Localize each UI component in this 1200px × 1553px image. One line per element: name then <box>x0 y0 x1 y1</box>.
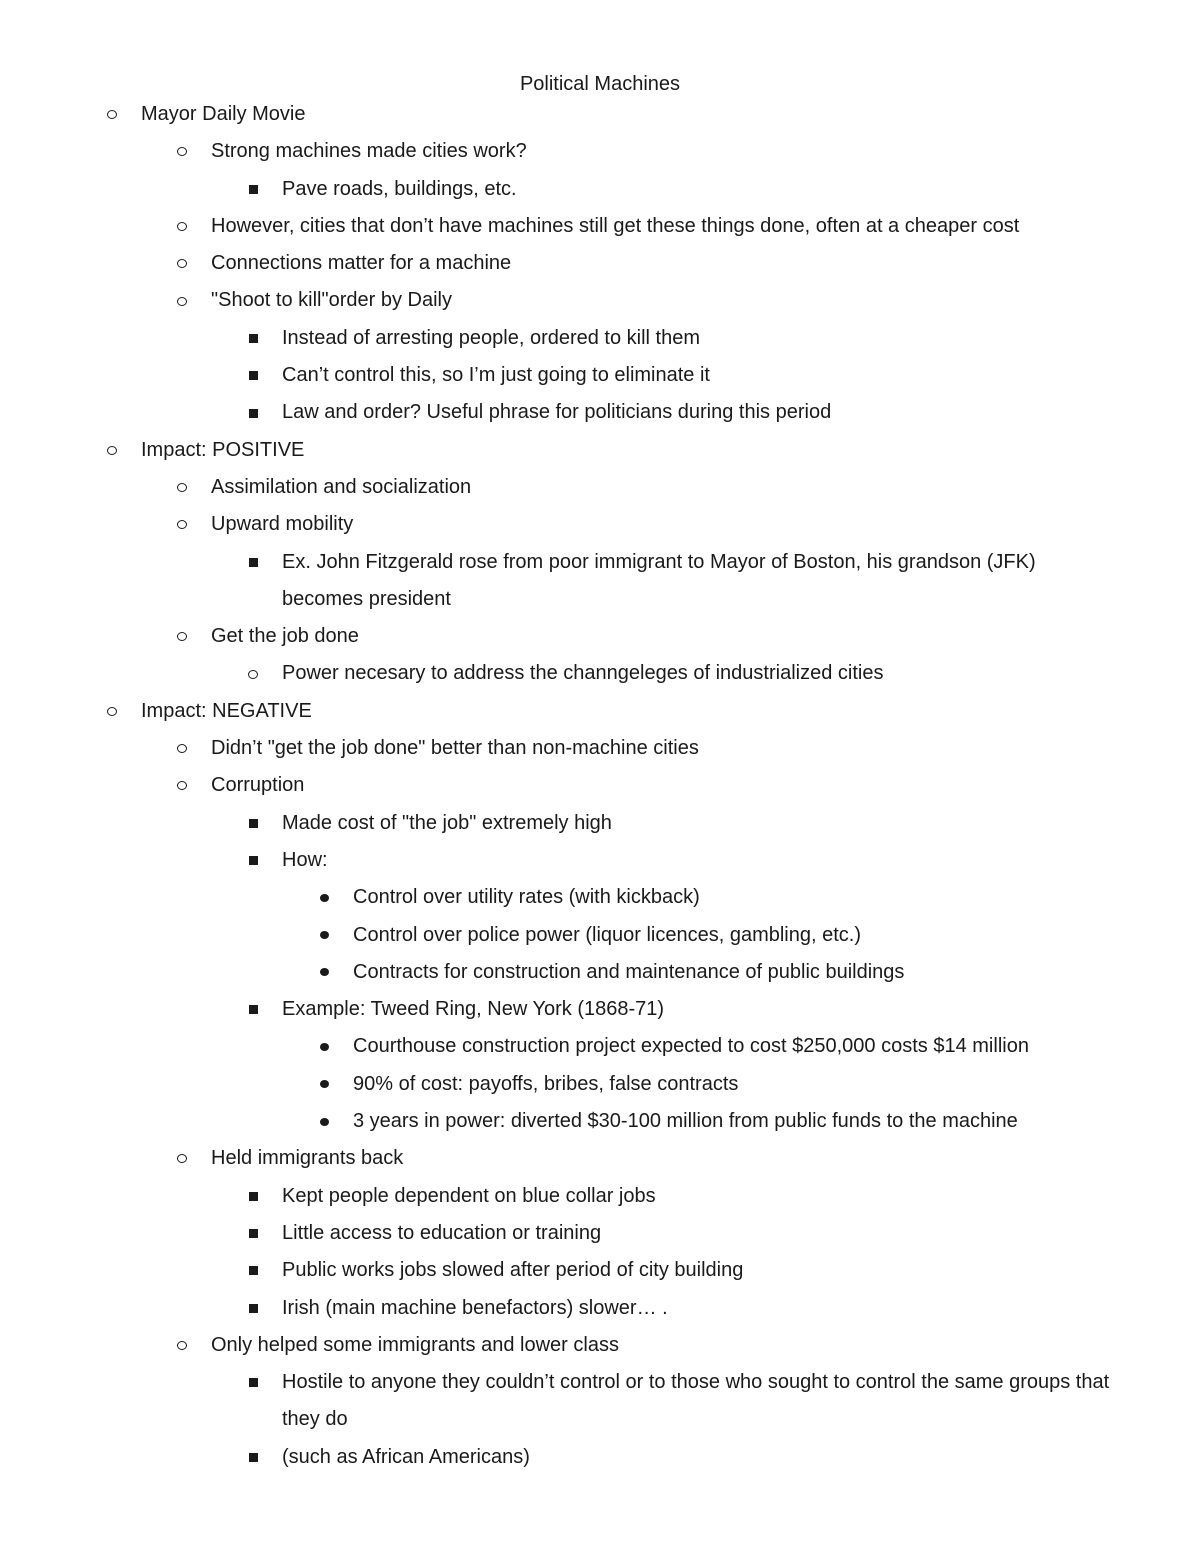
outline-item <box>0 618 1200 655</box>
outline-item <box>0 245 1200 282</box>
hollow-circle-bullet-icon <box>105 96 119 133</box>
hollow-circle-bullet-icon <box>175 245 189 282</box>
outline-item <box>0 208 1200 245</box>
outline-item-text: 3 years in power: diverted $30-100 million from public funds to the machine <box>353 1110 1018 1133</box>
outline-item-text: Corruption <box>211 774 305 797</box>
filled-circle-bullet-icon <box>317 917 331 954</box>
outline-item-text: Kept people dependent on blue collar jobs <box>282 1184 656 1207</box>
outline-item <box>0 991 1112 1028</box>
square-bullet-icon <box>246 320 260 357</box>
outline-item <box>0 730 1200 767</box>
square-bullet-icon <box>246 991 260 1028</box>
square-bullet-icon <box>246 394 260 431</box>
outline-item-text: Example: Tweed Ring, New York (1868-71) <box>282 998 665 1021</box>
hollow-circle-bullet-icon <box>175 469 189 506</box>
outline-item <box>0 96 1200 133</box>
notes-outline <box>0 96 1200 1476</box>
outline-item <box>0 1028 1200 1065</box>
square-bullet-icon <box>246 1178 260 1215</box>
square-bullet-icon <box>246 171 260 208</box>
outline-item <box>0 655 1112 692</box>
outline-item-text: Impact: POSITIVE <box>141 438 305 461</box>
hollow-circle-bullet-icon <box>175 208 189 245</box>
square-bullet-icon <box>246 805 260 842</box>
outline-item <box>0 171 1112 208</box>
outline-item-text: Didn’t "get the job done" better than non-machine cities <box>211 737 699 760</box>
outline-item <box>0 1066 1200 1103</box>
outline-item-text: Upward mobility <box>211 513 354 536</box>
outline-item-text: Power necesary to address the channgeleges of industrialized cities <box>282 662 884 685</box>
page-title: Political Machines <box>519 73 681 95</box>
filled-circle-bullet-icon <box>317 1103 331 1140</box>
outline-item <box>0 1439 1112 1476</box>
hollow-circle-bullet-icon <box>175 282 189 319</box>
outline-item-text: Control over utility rates (with kickback) <box>353 886 700 909</box>
outline-item <box>0 432 1200 469</box>
filled-circle-bullet-icon <box>317 954 331 991</box>
outline-item-text: Held immigrants back <box>211 1147 404 1170</box>
outline-item <box>0 544 1112 619</box>
outline-item-text: (such as African Americans) <box>282 1445 530 1468</box>
hollow-circle-bullet-icon <box>175 1327 189 1364</box>
hollow-circle-bullet-icon <box>175 730 189 767</box>
outline-item-text: Instead of arresting people, ordered to kill them <box>282 326 701 349</box>
square-bullet-icon <box>246 842 260 879</box>
hollow-circle-bullet-icon <box>175 1140 189 1177</box>
square-bullet-icon <box>246 357 260 394</box>
outline-item <box>0 1327 1200 1364</box>
outline-item <box>0 693 1200 730</box>
outline-item-text: Pave roads, buildings, etc. <box>282 177 517 200</box>
outline-item <box>0 1103 1200 1140</box>
outline-item <box>0 1252 1112 1289</box>
outline-item-text: Made cost of "the job" extremely high <box>282 811 612 834</box>
outline-item <box>0 133 1200 170</box>
outline-item <box>0 394 1112 431</box>
square-bullet-icon <box>246 1252 260 1289</box>
outline-item <box>0 767 1200 804</box>
outline-item-text: Ex. John Fitzgerald rose from poor immigrant to Mayor of Boston, his grandson (JFK) becomes president <box>282 550 1036 610</box>
square-bullet-icon <box>246 544 260 581</box>
outline-item <box>0 282 1200 319</box>
outline-item-text: Irish (main machine benefactors) slower… . <box>282 1296 668 1319</box>
outline-item-text: Hostile to anyone they couldn’t control or to those who sought to control the same groups that they do <box>282 1371 1110 1431</box>
outline-item-text: 90% of cost: payoffs, bribes, false contracts <box>353 1072 739 1095</box>
outline-item-text: Get the job done <box>211 625 359 648</box>
outline-item <box>0 357 1112 394</box>
hollow-circle-bullet-icon <box>175 506 189 543</box>
square-bullet-icon <box>246 1364 260 1401</box>
outline-item <box>0 1140 1200 1177</box>
hollow-circle-bullet-icon <box>175 618 189 655</box>
square-bullet-icon <box>246 1439 260 1476</box>
outline-item <box>0 1364 1112 1439</box>
outline-item-text: However, cities that don’t have machines still get these things done, often at a cheaper cost <box>211 214 1020 237</box>
outline-item <box>0 917 1200 954</box>
outline-item-text: How: <box>282 848 328 871</box>
outline-item-text: Connections matter for a machine <box>211 252 512 275</box>
outline-item-text: Law and order? Useful phrase for politicians during this period <box>282 401 832 424</box>
outline-item-text: Mayor Daily Movie <box>141 103 306 125</box>
outline-item-text: Impact: NEGATIVE <box>141 699 312 722</box>
outline-item-text: "Shoot to kill"order by Daily <box>211 289 452 312</box>
outline-item-text: Strong machines made cities work? <box>211 140 527 163</box>
outline-item <box>0 469 1200 506</box>
filled-circle-bullet-icon <box>317 1066 331 1103</box>
outline-item <box>0 805 1112 842</box>
outline-item-text: Contracts for construction and maintenance of public buildings <box>353 960 905 983</box>
filled-circle-bullet-icon <box>317 1028 331 1065</box>
square-bullet-icon <box>246 1215 260 1252</box>
outline-item <box>0 1178 1112 1215</box>
outline-item-text: Can’t control this, so I’m just going to eliminate it <box>282 364 710 387</box>
hollow-circle-bullet-icon <box>105 432 119 469</box>
outline-item <box>0 842 1112 879</box>
outline-item-text: Control over police power (liquor licences, gambling, etc.) <box>353 923 862 946</box>
outline-item-text: Public works jobs slowed after period of city building <box>282 1259 744 1282</box>
hollow-circle-bullet-icon <box>175 133 189 170</box>
hollow-circle-bullet-icon <box>175 767 189 804</box>
outline-item <box>0 954 1200 991</box>
outline-item <box>0 320 1112 357</box>
outline-item <box>0 1290 1112 1327</box>
outline-item <box>0 1215 1112 1252</box>
outline-item-text: Only helped some immigrants and lower class <box>211 1333 619 1356</box>
outline-item-text: Courthouse construction project expected to cost $250,000 costs $14 million <box>353 1035 1029 1058</box>
square-bullet-icon <box>246 1290 260 1327</box>
hollow-circle-bullet-icon <box>246 655 260 692</box>
outline-item-text: Little access to education or training <box>282 1221 602 1244</box>
hollow-circle-bullet-icon <box>105 693 119 730</box>
outline-item <box>0 879 1200 916</box>
outline-item-text: Assimilation and socialization <box>211 475 472 498</box>
filled-circle-bullet-icon <box>317 879 331 916</box>
outline-item <box>0 506 1200 543</box>
